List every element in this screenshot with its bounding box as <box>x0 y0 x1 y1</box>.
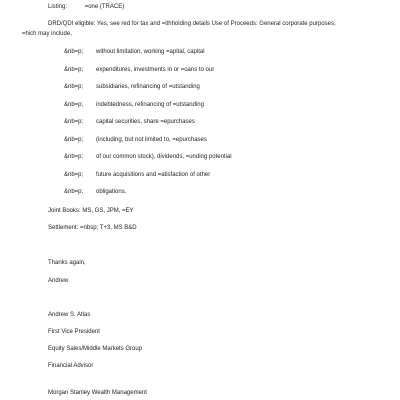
signature-name: Andrew S. Atlas <box>48 312 91 318</box>
proceeds-line <box>64 118 195 126</box>
drd-line-2: =hich may include, <box>22 31 72 37</box>
proceeds-line <box>64 48 205 56</box>
listing-value: =one (TRACE) <box>84 4 125 10</box>
nbsp-prefix: &nb=p; <box>64 136 84 143</box>
proceeds-line <box>64 188 126 196</box>
proceeds-line <box>64 153 232 161</box>
signature-group: Equity Sales/Middle Markets Group <box>48 346 143 352</box>
nbsp-prefix: &nb=p; <box>64 154 84 160</box>
nbsp-prefix: &nb=p; <box>64 84 84 90</box>
nbsp-prefix: &nb=p; <box>64 171 84 178</box>
nbsp-prefix: &nb=p; <box>64 189 84 195</box>
joint-books-line: Joint Books: MS, GS, JPM, =EY <box>48 208 134 214</box>
proceeds-text: without limitation, working =apital, capital <box>96 49 205 55</box>
proceeds-line <box>64 83 200 91</box>
proceeds-text: subsidiaries, refinancing of =utstanding <box>96 84 200 90</box>
nbsp-prefix: &nb=p; <box>64 66 84 73</box>
proceeds-line <box>64 171 210 179</box>
proceeds-line <box>64 136 207 144</box>
proceeds-text: indebtedness, refinancing of =utstanding <box>96 101 204 108</box>
nbsp-prefix: &nb=p; <box>64 49 84 55</box>
sender-first-name: Andrew <box>48 278 69 284</box>
proceeds-text: (including, but not limited to, =epurchases <box>96 136 207 143</box>
thanks-line: Thanks again, <box>48 260 86 266</box>
proceeds-text: of our common stock), dividends, =unding potential <box>96 154 232 160</box>
nbsp-prefix: &nb=p; <box>64 101 84 108</box>
proceeds-text: future acquisitions and =atisfaction of other <box>96 171 211 178</box>
proceeds-text: capital securities, share =epurchases <box>96 119 195 125</box>
proceeds-line <box>64 66 214 74</box>
signature-title: First Vice President <box>48 329 100 335</box>
listing-line <box>48 3 124 11</box>
settlement-line: Settlement: =nbsp; T+3, MS B&D <box>48 225 137 231</box>
proceeds-text: obligations. <box>96 189 127 195</box>
signature-role: Financial Advisor <box>48 363 94 369</box>
proceeds-line <box>64 101 204 109</box>
nbsp-prefix: &nb=p; <box>64 119 84 125</box>
proceeds-text: expenditures, investments in or =oans to our <box>96 66 215 73</box>
drd-line-1: DRD/QDI eligible: Yes, see red for tax and =ithholding details Use of Proceeds: General corporate purposes, <box>48 21 336 27</box>
listing-label: Listing: <box>48 4 68 10</box>
signature-company: Morgan Stanley Wealth Management <box>48 390 147 396</box>
